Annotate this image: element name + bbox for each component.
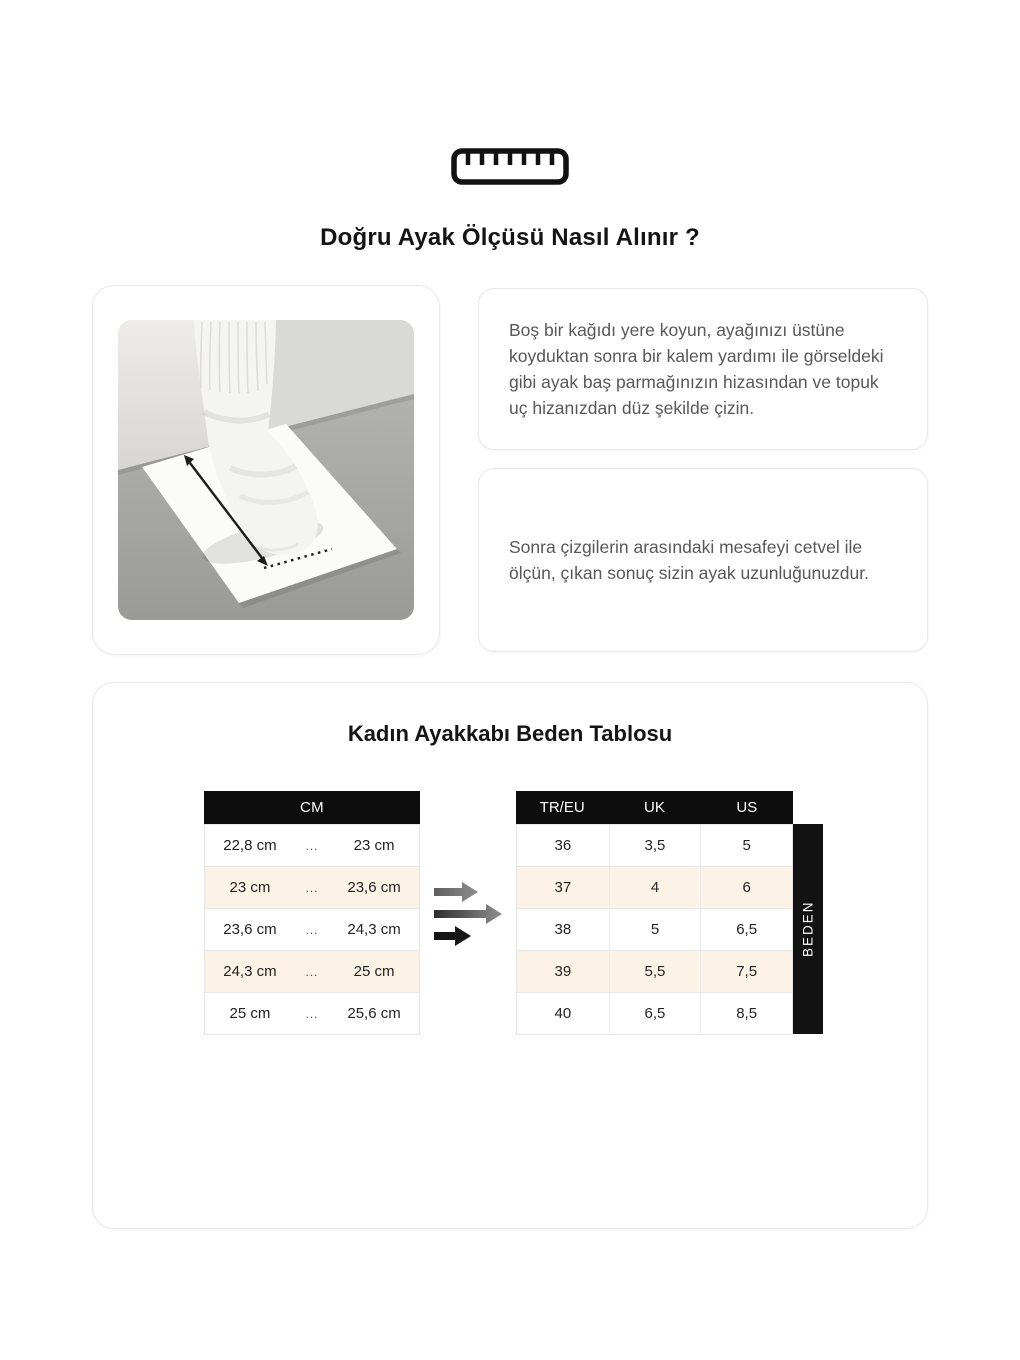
international-size-table bbox=[516, 791, 793, 1035]
range-separator: ... bbox=[305, 922, 319, 937]
size-tr-eu: 38 bbox=[554, 921, 572, 938]
col-header-uk: UK bbox=[644, 799, 665, 816]
col-header-us: US bbox=[736, 799, 758, 816]
range-separator: ... bbox=[305, 1006, 319, 1021]
instruction-step2-text: Sonra çizgilerin arasındaki mesafeyi cetvel ile ölçün, çıkan sonuç sizin ayak uzunluğunuzdur. bbox=[509, 537, 869, 583]
international-size-table-wrap bbox=[516, 791, 823, 1035]
page-header bbox=[0, 0, 1020, 252]
cm-table-header: CM bbox=[204, 791, 420, 824]
cm-range-min: 22,8 cm bbox=[223, 837, 277, 854]
size-us: 5 bbox=[700, 825, 792, 866]
conversion-arrows-icon bbox=[434, 881, 504, 952]
cm-range-min: 23,6 cm bbox=[223, 921, 277, 938]
cm-range-min: 24,3 cm bbox=[223, 963, 277, 980]
size-us: 8,5 bbox=[700, 993, 792, 1034]
cm-range-min: 23 cm bbox=[229, 879, 271, 896]
size-uk: 4 bbox=[609, 867, 701, 908]
range-separator: ... bbox=[305, 964, 319, 979]
size-uk: 5 bbox=[609, 909, 701, 950]
cm-range-max: 24,3 cm bbox=[347, 921, 401, 938]
size-table-row bbox=[517, 992, 792, 1034]
range-separator: ... bbox=[305, 838, 319, 853]
cm-table-row bbox=[205, 992, 419, 1034]
size-uk: 6,5 bbox=[609, 993, 701, 1034]
instruction-step1-text: Boş bir kağıdı yere koyun, ayağınızı üstüne koyduktan sonra bir kalem yardımı ile görseldeki gibi ayak baş parmağınızın hizasından ve topuk uç hizanızdan düz şekilde çizin. bbox=[509, 320, 884, 418]
size-table-row bbox=[517, 950, 792, 992]
size-us: 6,5 bbox=[700, 909, 792, 950]
foot-photo-card bbox=[92, 285, 440, 655]
page-title: Doğru Ayak Ölçüsü Nasıl Alınır ? bbox=[320, 224, 700, 251]
instruction-card-step2 bbox=[478, 468, 928, 652]
cm-range-max: 23 cm bbox=[353, 837, 395, 854]
cm-table bbox=[204, 791, 420, 1035]
size-uk: 5,5 bbox=[609, 951, 701, 992]
size-tr-eu: 36 bbox=[554, 837, 572, 854]
size-table-row bbox=[517, 866, 792, 908]
cm-table-row bbox=[205, 950, 419, 992]
size-tr-eu: 40 bbox=[554, 1005, 572, 1022]
cm-table-row bbox=[205, 866, 419, 908]
cm-table-row bbox=[205, 824, 419, 866]
col-header-tr-eu: TR/EU bbox=[539, 799, 585, 816]
measurement-section bbox=[92, 285, 928, 655]
cm-range-min: 25 cm bbox=[229, 1005, 271, 1022]
beden-side-label: BEDEN bbox=[793, 824, 823, 1034]
size-us: 6 bbox=[700, 867, 792, 908]
size-tables bbox=[93, 791, 927, 1035]
size-tr-eu: 39 bbox=[554, 963, 572, 980]
cm-table-row bbox=[205, 908, 419, 950]
size-table-row bbox=[517, 824, 792, 866]
range-separator: ... bbox=[305, 880, 319, 895]
cm-range-max: 23,6 cm bbox=[347, 879, 401, 896]
size-table-row bbox=[517, 908, 792, 950]
size-us: 7,5 bbox=[700, 951, 792, 992]
foot-measurement-photo bbox=[118, 320, 414, 620]
instruction-cards bbox=[478, 288, 928, 652]
size-tr-eu: 37 bbox=[554, 879, 572, 896]
size-table-header-row bbox=[516, 791, 793, 824]
cm-range-max: 25,6 cm bbox=[347, 1005, 401, 1022]
cm-range-max: 25 cm bbox=[353, 963, 395, 980]
size-uk: 3,5 bbox=[609, 825, 701, 866]
size-chart-card bbox=[92, 682, 928, 1229]
ruler-icon bbox=[451, 148, 569, 190]
instruction-card-step1 bbox=[478, 288, 928, 450]
size-chart-title: Kadın Ayakkabı Beden Tablosu bbox=[347, 721, 673, 746]
